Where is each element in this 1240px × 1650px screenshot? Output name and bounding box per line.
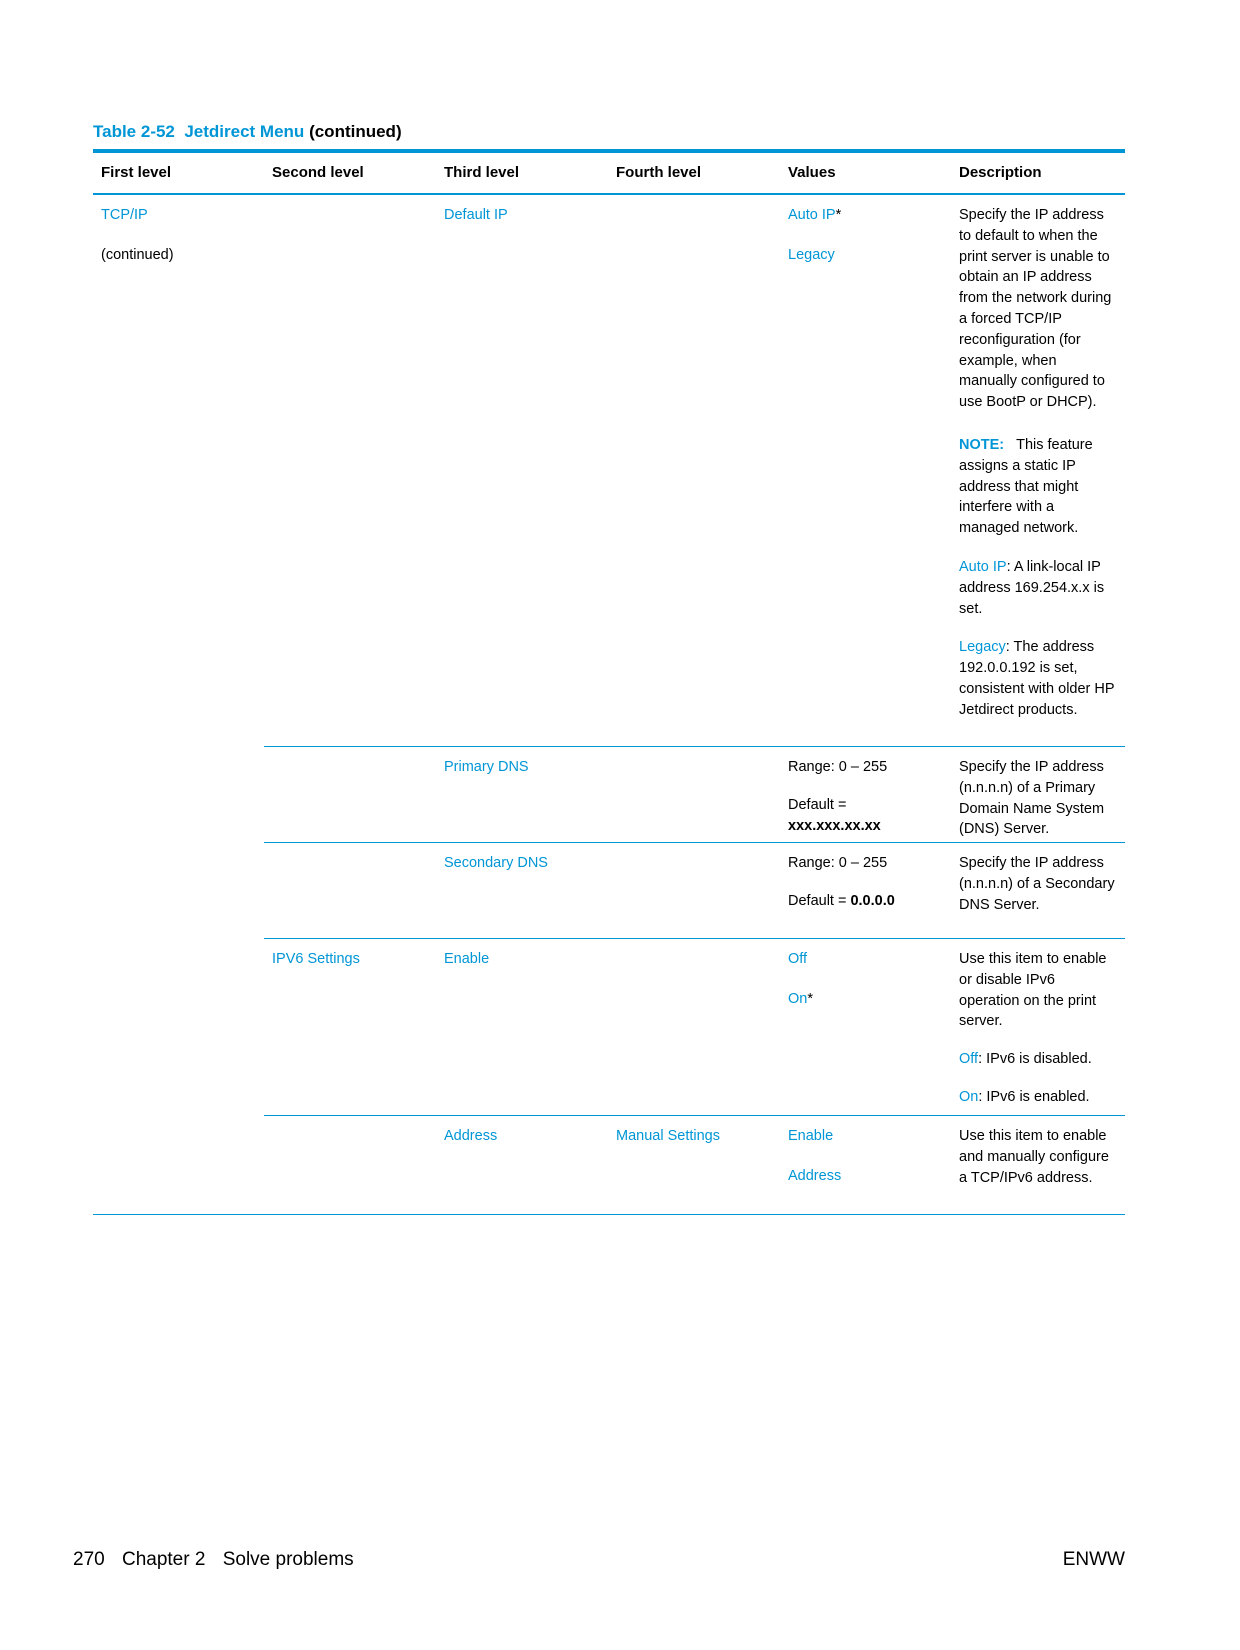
auto-ip-description xyxy=(959,557,1117,619)
header-description: Description xyxy=(959,164,1042,181)
third-level-cell xyxy=(436,1116,608,1215)
page-footer-left xyxy=(73,1549,366,1571)
note xyxy=(959,435,1117,539)
third-level-cell xyxy=(436,747,608,843)
legacy-description xyxy=(959,637,1117,720)
page-number: 270 xyxy=(73,1549,105,1570)
legacy-desc-text: : The address 192.0.0.192 is set, consistent with older HP Jetdirect products. xyxy=(959,639,1115,718)
on-link[interactable]: On xyxy=(788,990,808,1007)
first-level-cell xyxy=(93,747,264,843)
note-text: This feature assigns a static IP address that might interfere with a managed network. xyxy=(959,436,1093,537)
third-level-cell xyxy=(436,195,608,747)
value-on xyxy=(788,989,943,1010)
description-cell xyxy=(951,1116,1125,1215)
table-caption xyxy=(93,122,402,142)
address-value-link[interactable]: Address xyxy=(788,1167,842,1184)
header-first-level: First level xyxy=(101,164,172,181)
default-ip-link[interactable]: Default IP xyxy=(444,207,508,223)
fourth-level-cell xyxy=(608,843,780,939)
header-values: Values xyxy=(788,164,836,181)
description-text: Specify the IP address to default to when the print server is unable to obtain an IP address from the network during a forced TCP/IP reconfiguration (for example, when manually configured to use BootP or DHCP). xyxy=(959,207,1112,411)
first-level-cell xyxy=(93,843,264,939)
chapter-label: Chapter 2 xyxy=(121,1549,206,1570)
manual-settings-link[interactable]: Manual Settings xyxy=(616,1128,720,1144)
header-second-level: Second level xyxy=(272,164,364,181)
off-desc-text: : IPv6 is disabled. xyxy=(978,1051,1092,1068)
second-level-cell xyxy=(264,843,436,939)
description-text: Use this item to enable or disable IPv6 operation on the print server. xyxy=(959,951,1107,1030)
second-level-cell xyxy=(264,195,436,747)
second-level-cell xyxy=(264,1116,436,1215)
table-title-link[interactable]: Jetdirect Menu xyxy=(184,122,305,141)
description-text: Use this item to enable and manually configure a TCP/IPv6 address. xyxy=(959,1128,1109,1186)
fourth-level-cell xyxy=(608,747,780,843)
description-text: Specify the IP address (n.n.n.n) of a Secondary DNS Server. xyxy=(959,855,1115,913)
value-off xyxy=(788,949,943,970)
value-auto-ip xyxy=(788,205,943,226)
values-cell xyxy=(780,1116,951,1215)
off-link[interactable]: Off xyxy=(788,951,808,967)
first-level-cell xyxy=(93,195,264,747)
default-value: 0.0.0.0 xyxy=(850,892,895,909)
on-desc-text: : IPv6 is enabled. xyxy=(978,1088,1090,1105)
description-cell xyxy=(951,843,1125,939)
second-level-cell xyxy=(264,747,436,843)
note-label: NOTE: xyxy=(959,436,1005,453)
range-text: Range: 0 – 255 xyxy=(788,855,888,871)
primary-dns-link[interactable]: Primary DNS xyxy=(444,759,529,775)
default-marker: * xyxy=(835,207,842,223)
auto-ip-link[interactable]: Auto IP xyxy=(788,207,836,223)
default-label: Default = xyxy=(788,796,847,813)
value-legacy xyxy=(788,245,943,266)
default-line xyxy=(788,891,943,912)
description-text: Specify the IP address (n.n.n.n) of a Primary Domain Name System (DNS) Server. xyxy=(959,759,1105,838)
on-description xyxy=(959,1087,1117,1108)
legacy-link[interactable]: Legacy xyxy=(788,246,835,263)
table-number: Table 2-52 xyxy=(93,122,175,141)
ipv6-settings-link[interactable]: IPV6 Settings xyxy=(272,951,360,967)
fourth-level-cell xyxy=(608,195,780,747)
tcpip-link[interactable]: TCP/IP xyxy=(101,207,148,223)
values-cell xyxy=(780,747,951,843)
secondary-dns-link[interactable]: Secondary DNS xyxy=(444,855,548,871)
chapter-title: Solve problems xyxy=(222,1549,354,1570)
table-row-default-ip xyxy=(93,195,1125,747)
description-cell xyxy=(951,747,1125,843)
table-title-suffix: (continued) xyxy=(309,122,402,141)
table-row-secondary-dns xyxy=(93,843,1125,939)
continued-label: (continued) xyxy=(101,246,174,263)
enable-link[interactable]: Enable xyxy=(444,951,490,967)
first-level-cell xyxy=(93,1116,264,1215)
table-row-ipv6-enable xyxy=(93,939,1125,1116)
table-bottom-border xyxy=(93,1214,1125,1215)
third-level-cell xyxy=(436,939,608,1116)
range-text: Range: 0 – 255 xyxy=(788,759,888,775)
values-cell xyxy=(780,939,951,1116)
description-cell xyxy=(951,195,1125,747)
default-value: xxx.xxx.xx.xx xyxy=(788,817,881,834)
auto-ip-desc-text: : A link-local IP address 169.254.x.x is set. xyxy=(959,558,1105,617)
description-cell xyxy=(951,939,1125,1116)
values-cell xyxy=(780,843,951,939)
table-header-row xyxy=(93,153,1125,195)
table-row-primary-dns xyxy=(93,747,1125,843)
second-level-cell xyxy=(264,939,436,1116)
off-description xyxy=(959,1049,1117,1070)
values-cell xyxy=(780,195,951,747)
fourth-level-cell xyxy=(608,1116,780,1215)
auto-ip-desc-link[interactable]: Auto IP xyxy=(959,558,1007,575)
first-level-cell xyxy=(93,939,264,1116)
default-marker: * xyxy=(807,990,813,1007)
page-footer-right: ENWW xyxy=(1062,1549,1125,1570)
fourth-level-cell xyxy=(608,939,780,1116)
table-row-address xyxy=(93,1116,1125,1215)
jetdirect-menu-table xyxy=(93,149,1125,1215)
off-desc-link[interactable]: Off xyxy=(959,1051,979,1068)
address-link[interactable]: Address xyxy=(444,1128,498,1144)
legacy-desc-link[interactable]: Legacy xyxy=(959,639,1006,656)
enable-value-link[interactable]: Enable xyxy=(788,1128,834,1144)
on-desc-link[interactable]: On xyxy=(959,1088,979,1105)
header-fourth-level: Fourth level xyxy=(616,164,702,181)
header-third-level: Third level xyxy=(444,164,520,181)
default-label: Default = xyxy=(788,892,851,909)
third-level-cell xyxy=(436,843,608,939)
